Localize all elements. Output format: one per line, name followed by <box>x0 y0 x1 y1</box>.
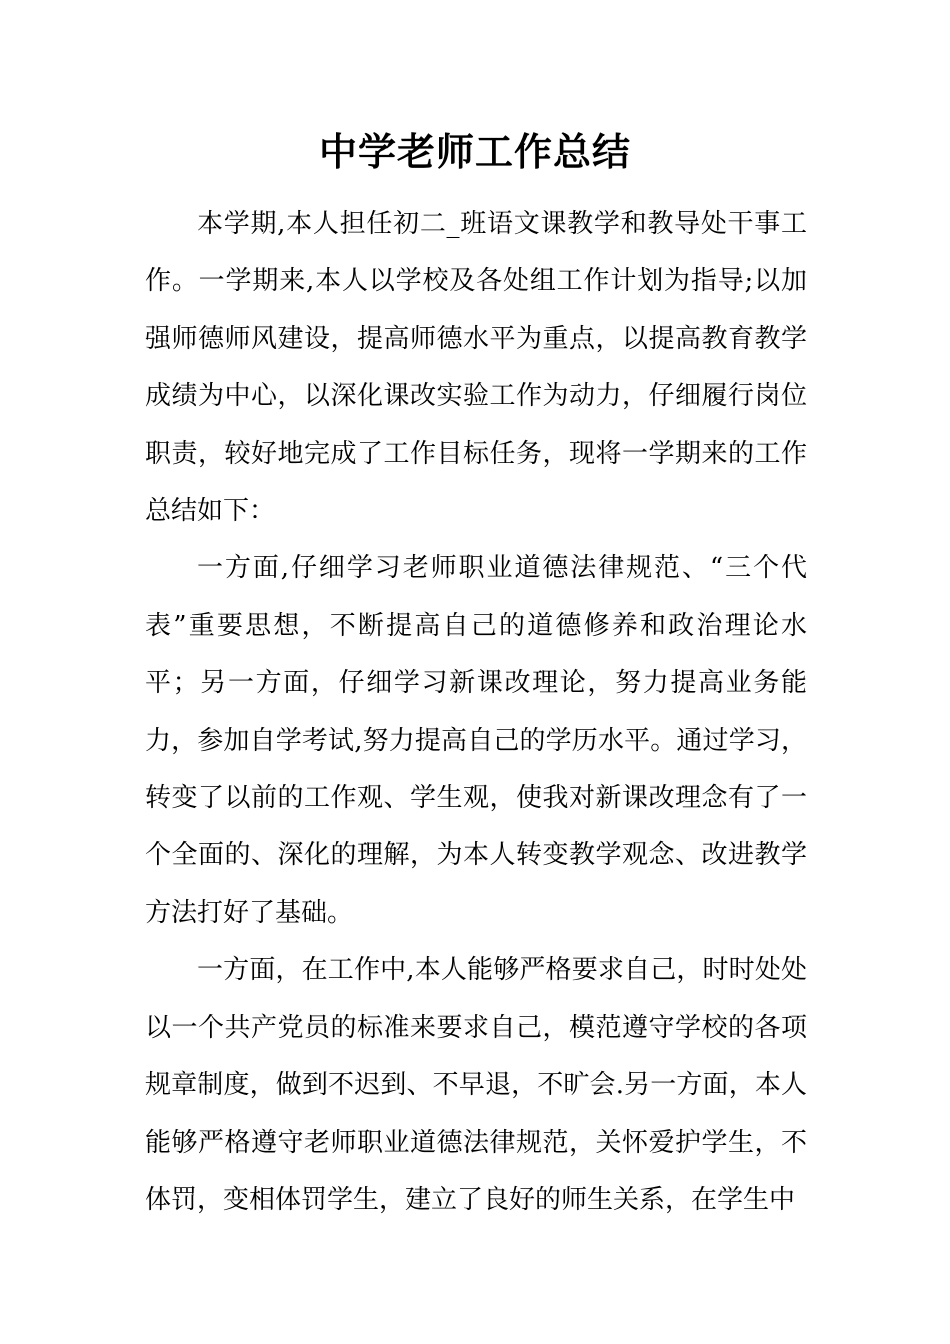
document-title: 中学老师工作总结 <box>318 129 631 174</box>
document-body <box>145 196 807 1229</box>
paragraph-2: 一方面,仔细学习老师职业道德法律规范、“三个代表”重要思想，不断提高自己的道德修养和政治理论水平；另一方面，仔细学习新课改理论，努力提高业务能力，参加自学考试,努力提高自己的学历水平。通过学习，转变了以前的工作观、学生观，使我对新课改理念有了一个全面的、深化的理解，为本人转变教学观念、改进教学方法打好了基础。 <box>145 553 807 928</box>
paragraph-3: 一方面，在工作中,本人能够严格要求自己，时时处处以一个共产党员的标准来要求自己，模范遵守学校的各项规章制度，做到不迟到、不早退，不旷会.另一方面，本人能够严格遵守老师职业道德法律规范，关怀爱护学生，不体罚，变相体罚学生，建立了良好的师生关系，在学生中 <box>145 955 807 1215</box>
paragraph-1: 本学期,本人担任初二_班语文课教学和教导处干事工作。一学期来,本人以学校及各处组工作计划为指导;以加强师德师风建设，提高师德水平为重点，以提高教育教学成绩为中心，以深化课改实验工作为动力，仔细履行岗位职责，较好地完成了工作目标任务，现将一学期来的工作总结如下： <box>145 209 807 527</box>
